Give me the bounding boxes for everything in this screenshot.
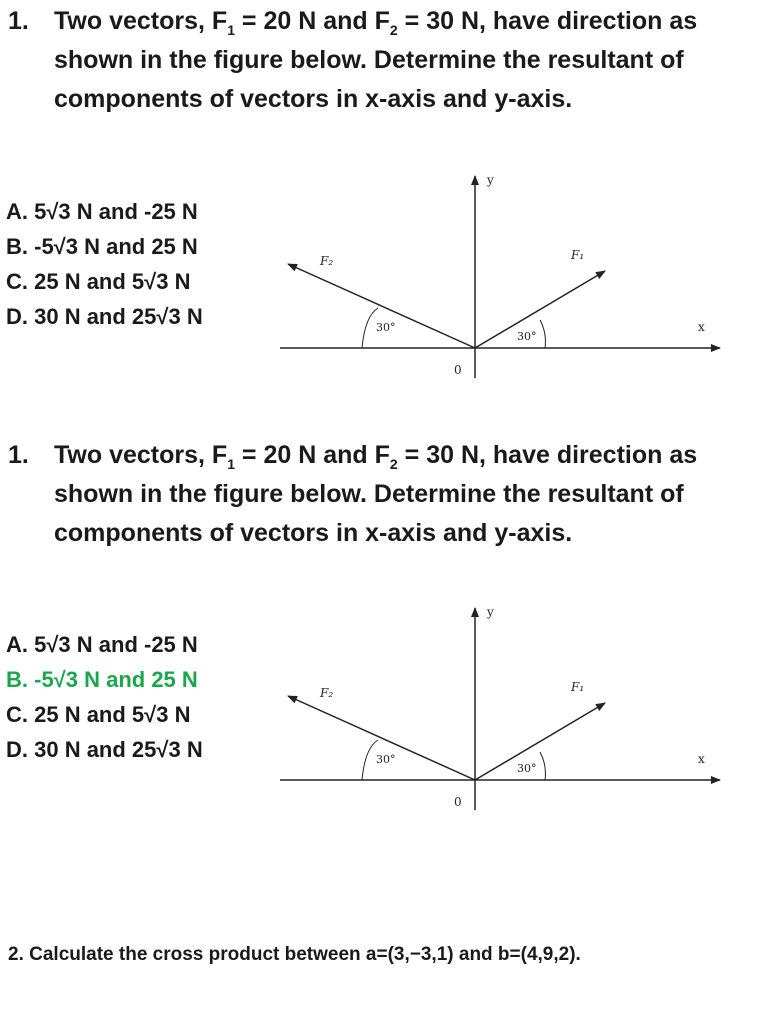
question-text: Two vectors, $F_1 = 20$ N and $F_2 = 30$ N, have direction as shown in the figure below. Determine the resultant of components of vectors in x-axis and y-axis. [54, 441, 698, 547]
angle-label-right: 30° [517, 330, 537, 343]
angle-label-left: 30° [376, 321, 396, 334]
f2-label: F₂ [320, 686, 334, 700]
f1-label: F₁ [571, 248, 585, 262]
vector-f1 [475, 703, 605, 780]
vector-diagram [270, 600, 730, 830]
angle-label-right: 30° [517, 762, 537, 775]
question-1-answer-block [0, 436, 760, 553]
x-label: x [698, 752, 705, 766]
option-c[interactable]: C. 25 N and 5√3 N [6, 269, 191, 294]
angle-arc-right [540, 320, 545, 348]
question-number: 1. [8, 441, 29, 469]
option-d[interactable]: D. 30 N and 25√3 N [6, 304, 203, 329]
y-label: y [487, 605, 494, 619]
option-a[interactable]: A. 5√3 N and -25 N [6, 632, 198, 657]
vector-f2 [288, 696, 475, 780]
answer-options [6, 194, 203, 334]
question-1-block [0, 2, 760, 119]
option-b-correct[interactable]: B. -5√3 N and 25 N [6, 667, 198, 692]
origin-label: 0 [454, 795, 462, 809]
option-a[interactable]: A. 5√3 N and -25 N [6, 199, 198, 224]
y-label: y [487, 173, 494, 187]
question-2: 2. Calculate the cross product between a=(3,−3,1) and b=(4,9,2). [8, 944, 581, 965]
option-b[interactable]: B. -5√3 N and 25 N [6, 234, 198, 259]
question-number: 1. [8, 7, 29, 35]
answer-options-with-answer [6, 627, 203, 767]
vector-f2 [288, 264, 475, 348]
question-text: Two vectors, $F_1 = 20$ N and $F_2 = 30$ N, have direction as shown in the figure below. Determine the resultant of components of vectors in x-axis and y-axis. [54, 7, 698, 113]
angle-arc-right [540, 752, 545, 780]
vector-diagram [270, 168, 730, 398]
f1-label: F₁ [571, 680, 585, 694]
angle-label-left: 30° [376, 753, 396, 766]
origin-label: 0 [454, 363, 462, 377]
option-c[interactable]: C. 25 N and 5√3 N [6, 702, 191, 727]
vector-f1 [475, 271, 605, 348]
option-d[interactable]: D. 30 N and 25√3 N [6, 737, 203, 762]
x-label: x [698, 320, 705, 334]
f2-label: F₂ [320, 254, 334, 268]
